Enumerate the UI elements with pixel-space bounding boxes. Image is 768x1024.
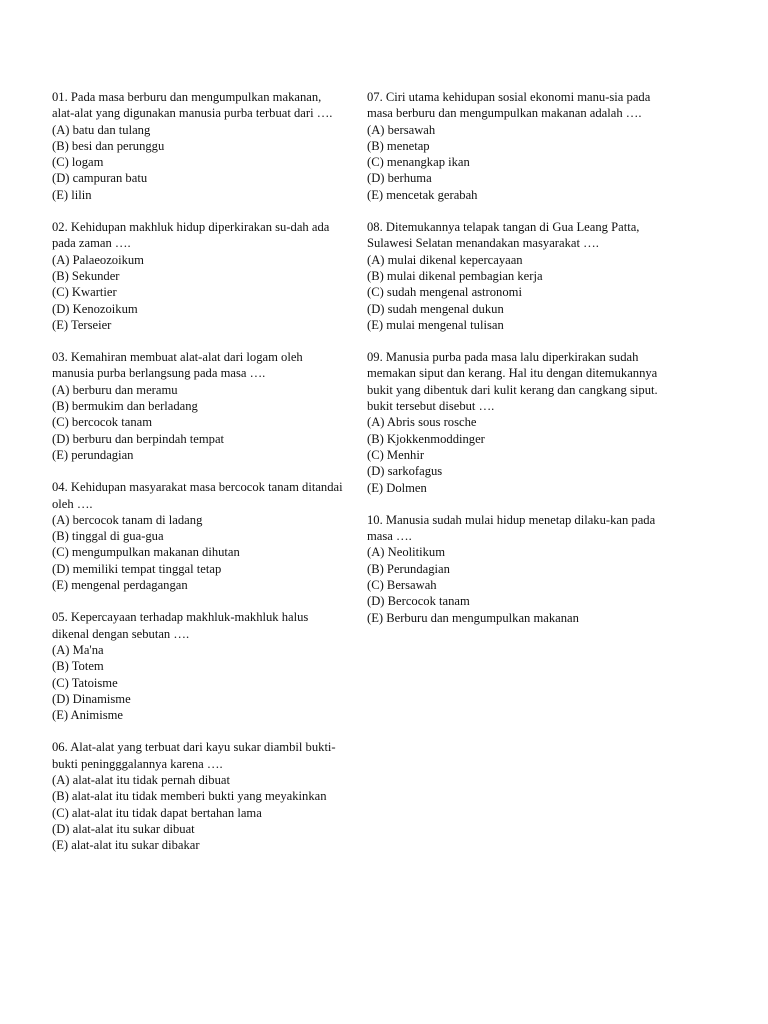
answer-option: (C) Tatoisme (52, 675, 118, 690)
answer-option: (A) berburu dan meramu (52, 382, 178, 397)
answer-option: (C) alat-alat itu tidak dapat bertahan lama (52, 805, 262, 820)
answer-option: (A) alat-alat itu tidak pernah dibuat (52, 772, 230, 787)
answer-option: (A) Ma'na (52, 642, 104, 657)
answer-option: (A) Neolitikum (367, 545, 445, 560)
answer-option: (A) batu dan tulang (52, 122, 151, 137)
answer-option: (E) Animisme (52, 708, 124, 723)
answer-option: (C) bercocok tanam (52, 415, 153, 430)
question-text: 01. Pada masa berburu dan mengumpulkan makanan, alat-alat yang digunakan manusia purba terbuat dari …. (52, 90, 333, 121)
question-item (367, 219, 667, 333)
answer-option: (E) mencetak gerabah (367, 187, 478, 202)
answer-option: (B) besi dan perunggu (52, 138, 165, 153)
answer-option: (D) sudah mengenal dukun (367, 301, 504, 316)
question-item (367, 349, 667, 496)
answer-option: (A) Abris sous rosche (367, 415, 477, 430)
answer-option: (B) Perundagian (367, 561, 450, 576)
right-column (367, 89, 667, 642)
answer-option: (B) menetap (367, 138, 430, 153)
answer-option: (A) bercocok tanam di ladang (52, 512, 203, 527)
question-text: 10. Manusia sudah mulai hidup menetap dilaku-kan pada masa …. (367, 512, 656, 544)
question-item (367, 512, 667, 626)
answer-option: (C) Bersawah (367, 578, 437, 593)
answer-option: (D) berhuma (367, 171, 432, 186)
question-text: 05. Kepercayaan terhadap makhluk-makhluk halus dikenal dengan sebutan …. (52, 610, 309, 641)
question-item (52, 739, 344, 853)
answer-option: (A) Palaeozoikum (52, 252, 144, 267)
question-item (367, 89, 667, 203)
answer-option: (B) alat-alat itu tidak memberi bukti yang meyakinkan (52, 789, 327, 804)
question-item (52, 89, 344, 203)
answer-option: (C) menangkap ikan (367, 155, 470, 170)
answer-option: (D) Kenozoikum (52, 301, 138, 316)
answer-option: (D) campuran batu (52, 171, 148, 186)
answer-option: (D) memiliki tempat tinggal tetap (52, 561, 222, 576)
answer-option: (B) tinggal di gua-gua (52, 529, 164, 544)
question-text: 04. Kehidupan masyarakat masa bercocok tanam ditandai oleh …. (52, 480, 343, 511)
answer-option: (E) mengenal perdagangan (52, 578, 188, 593)
answer-option: (D) Bercocok tanam (367, 594, 470, 609)
answer-option: (C) mengumpulkan makanan dihutan (52, 545, 240, 560)
answer-option: (D) Dinamisme (52, 691, 131, 706)
answer-option: (D) alat-alat itu sukar dibuat (52, 821, 195, 836)
answer-option: (D) sarkofagus (367, 464, 443, 479)
answer-option: (E) Dolmen (367, 480, 427, 495)
answer-option: (E) alat-alat itu sukar dibakar (52, 838, 200, 853)
answer-option: (B) Sekunder (52, 268, 120, 283)
answer-option: (E) mulai mengenal tulisan (367, 317, 504, 332)
answer-option: (D) berburu dan berpindah tempat (52, 431, 225, 446)
answer-option: (C) Kwartier (52, 285, 117, 300)
answer-option: (C) Menhir (367, 447, 425, 462)
answer-option: (E) lilin (52, 187, 92, 202)
question-text: 06. Alat-alat yang terbuat dari kayu sukar diambil bukti-bukti peningggalannya karena …. (52, 740, 336, 771)
question-item (52, 349, 344, 463)
answer-option: (B) bermukim dan berladang (52, 399, 198, 414)
question-text: 03. Kemahiran membuat alat-alat dari logam oleh manusia purba berlangsung pada masa …. (52, 350, 303, 381)
answer-option: (B) mulai dikenal pembagian kerja (367, 268, 543, 283)
question-item (52, 609, 344, 723)
answer-option: (A) mulai dikenal kepercayaan (367, 252, 523, 267)
left-column (52, 89, 344, 869)
question-text: 08. Ditemukannya telapak tangan di Gua Leang Patta, Sulawesi Selatan menandakan masyarakat …. (367, 220, 640, 251)
question-item (52, 219, 344, 333)
question-text: 07. Ciri utama kehidupan sosial ekonomi manu-sia pada masa berburu dan mengumpulkan makanan adalah …. (367, 90, 651, 121)
question-text: 09. Manusia purba pada masa lalu diperkirakan sudah memakan siput dan kerang. Hal itu dengan ditemukannya bukit yang dibentuk dari kulit kerang dan cangkang siput. bukit tersebut disebut …. (367, 350, 658, 414)
answer-option: (E) Terseier (52, 317, 112, 332)
question-item (52, 479, 344, 593)
answer-option: (C) logam (52, 155, 104, 170)
answer-option: (E) Berburu dan mengumpulkan makanan (367, 610, 579, 625)
answer-option: (E) perundagian (52, 447, 134, 462)
question-text: 02. Kehidupan makhluk hidup diperkirakan su-dah ada pada zaman …. (52, 220, 330, 251)
answer-option: (A) bersawah (367, 122, 436, 137)
answer-option: (B) Totem (52, 659, 104, 674)
answer-option: (B) Kjokkenmoddinger (367, 431, 485, 446)
answer-option: (C) sudah mengenal astronomi (367, 285, 522, 300)
